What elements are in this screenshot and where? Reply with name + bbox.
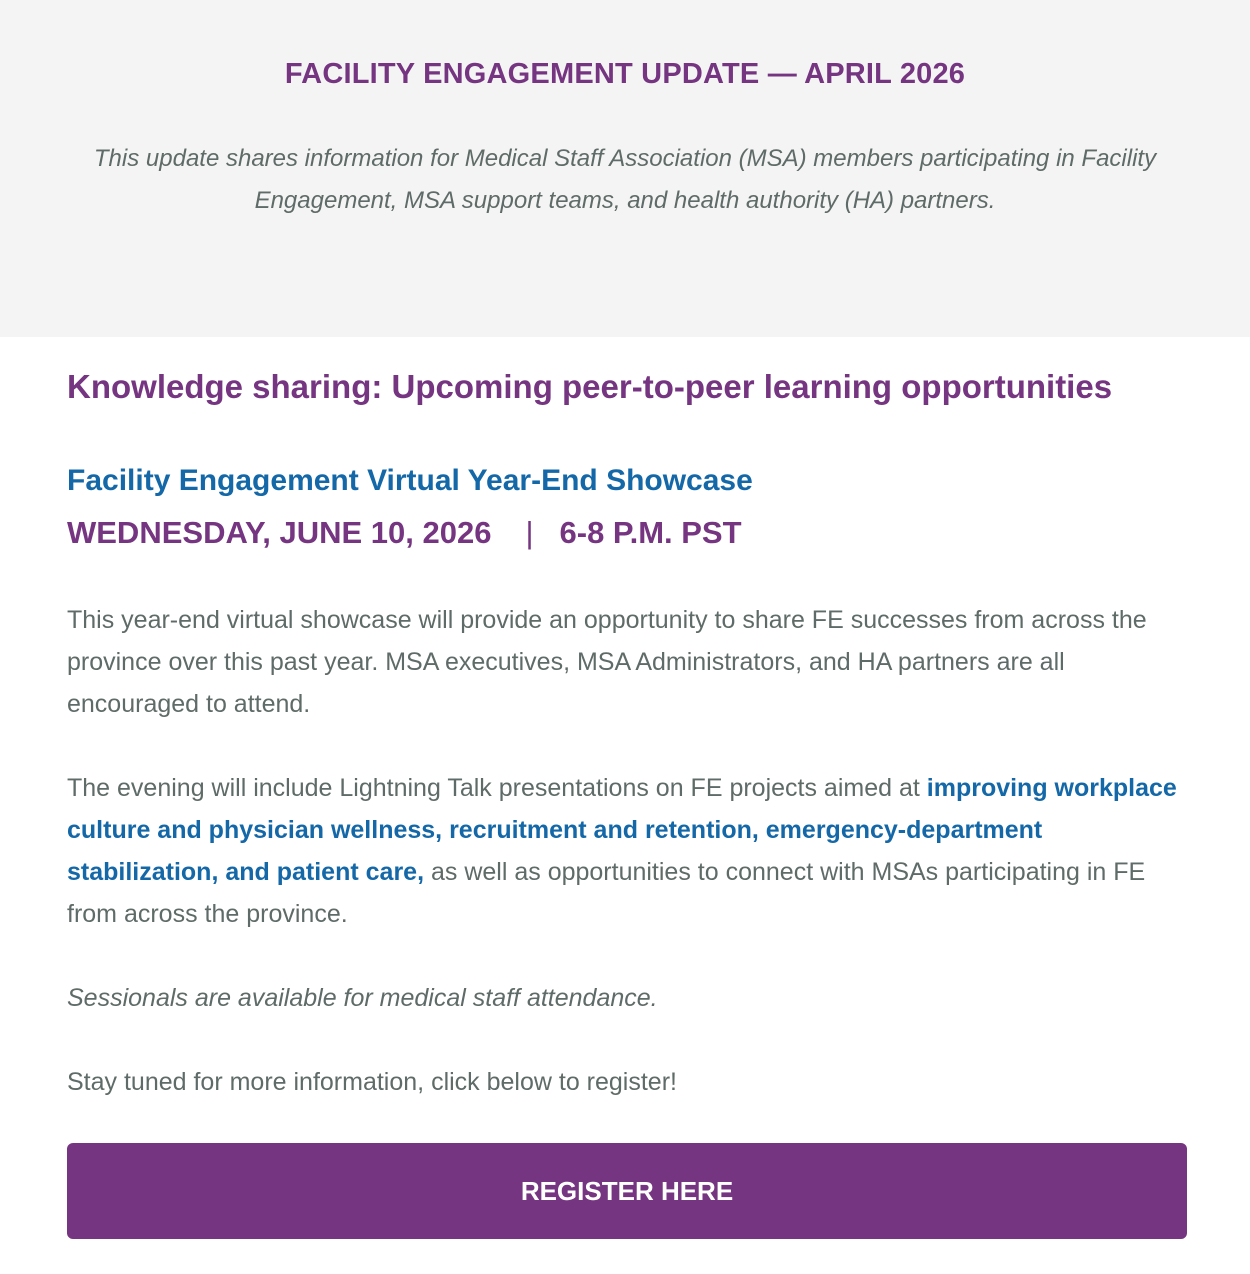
evening-text-start: The evening will include Lightning Talk presentations on FE projects aimed at — [67, 774, 927, 802]
event-title: Facility Engagement Virtual Year-End Showcase — [67, 464, 753, 497]
event-date: WEDNESDAY, JUNE 10, 2026 — [67, 515, 492, 550]
showcase-description: This year-end virtual showcase will provide an opportunity to share FE successes from across the province over this past year. MSA executives, MSA Administrators, and HA partners are all encouraged to attend. — [67, 606, 1147, 718]
section-heading: Knowledge sharing: Upcoming peer-to-peer learning opportunities — [67, 368, 1113, 405]
register-button[interactable]: REGISTER HERE — [67, 1143, 1187, 1239]
date-time-separator: | — [525, 515, 534, 550]
register-prompt: Stay tuned for more information, click below to register! — [67, 1068, 677, 1096]
evening-text-end: as well as opportunities to connect with MSAs participating in FE from across the province. — [67, 858, 1146, 928]
project-topics-highlight: improving workplace culture and physician wellness, recruitment and retention, emergency-department stabilization, and patient care, — [67, 774, 1177, 886]
main-content — [0, 337, 1250, 1239]
newsletter-header — [0, 0, 1250, 337]
sessionals-note: Sessionals are available for medical staff attendance. — [67, 984, 658, 1012]
newsletter-intro: This update shares information for Medical Staff Association (MSA) members participating in Facility Engagement, MSA support teams, and health authority (HA) partners. — [93, 145, 1157, 214]
newsletter-title: FACILITY ENGAGEMENT UPDATE — APRIL 2026 — [284, 58, 966, 90]
event-datetime — [67, 513, 1187, 553]
event-time: 6-8 P.M. PST — [559, 515, 742, 550]
evening-description — [67, 767, 1187, 935]
